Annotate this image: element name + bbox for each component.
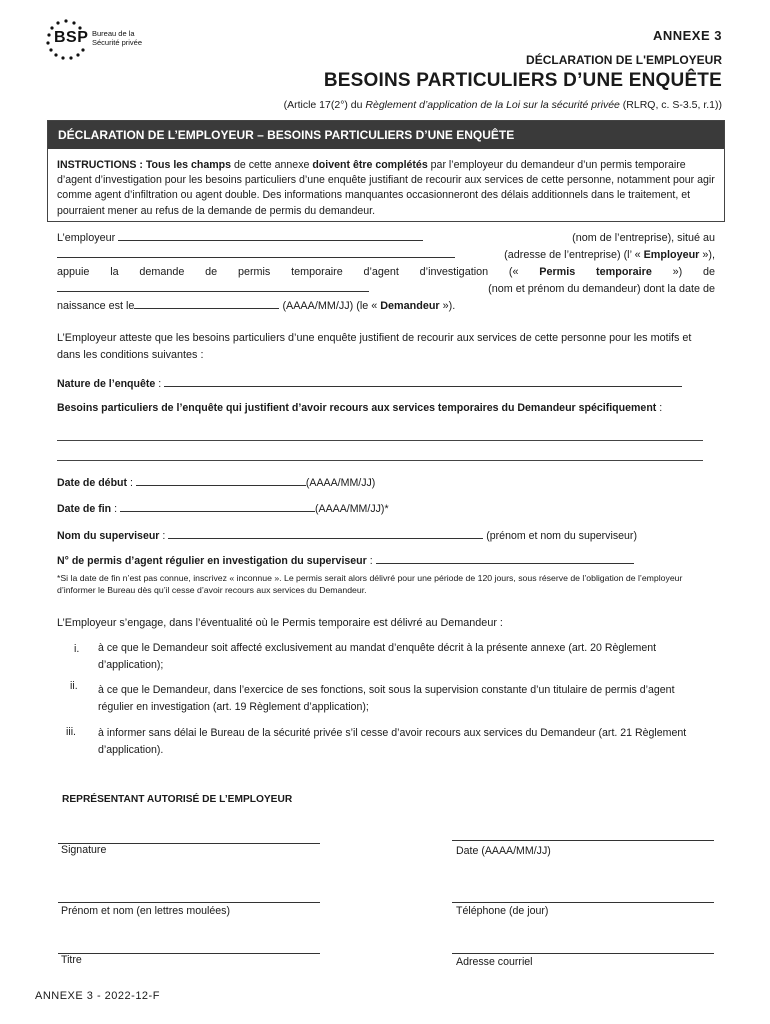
entreprise-label: (nom de l’entreprise), situé au: [572, 232, 715, 244]
besoins-line-1[interactable]: [57, 440, 703, 441]
demandeur-term: Demandeur: [380, 300, 440, 312]
item-num-1: i.: [74, 643, 80, 655]
nom-label: Prénom et nom (en lettres moulées): [61, 905, 230, 917]
date-fin-format: (AAAA/MM/JJ)*: [315, 503, 389, 515]
date-fin-field[interactable]: [120, 501, 315, 512]
birth-date-field[interactable]: [134, 298, 279, 309]
bsp-logo: [44, 18, 174, 60]
permis-superviseur-field[interactable]: [376, 553, 634, 564]
instructions-box: [47, 120, 725, 222]
logo-subtitle: [92, 30, 142, 47]
declaration-label: DÉCLARATION DE L'EMPLOYEUR: [526, 53, 722, 67]
representant-heading: REPRÉSENTANT AUTORISÉ DE L’EMPLOYEUR: [62, 794, 293, 805]
superviseur-row: Nom du superviseur : (prénom et nom du superviseur): [57, 530, 637, 542]
employeur-close: »),: [699, 249, 715, 261]
titre-label: Titre: [61, 954, 82, 966]
employer-address-field[interactable]: [57, 247, 455, 258]
employer-name-field[interactable]: [118, 230, 423, 241]
date-label: Date (AAAA/MM/JJ): [456, 845, 551, 857]
article-pre: (Article 17(2°) du: [283, 99, 366, 111]
footnote: *Si la date de fin n’est pas connue, inscrivez « inconnue ». Le permis serait alors délivré pour une période de 120 jours, sous réserve de l’obligation de l’employeur d’informer le Bureau dès qu’il cesse d’avoir recours aux services du Demandeur.: [57, 573, 683, 595]
employeur-label: L’employeur: [57, 232, 116, 244]
superviseur-format: (prénom et nom du superviseur): [486, 530, 637, 542]
besoins-row: [57, 402, 662, 414]
besoins-colon: :: [656, 402, 663, 414]
permis-term: Permis temporaire: [539, 266, 652, 278]
article-italic: Règlement d’application de la Loi sur la sécurité privée: [365, 99, 620, 111]
page-title: BESOINS PARTICULIERS D’UNE ENQUÊTE: [323, 70, 722, 91]
logo-text: BSP: [54, 29, 89, 46]
besoins-label: Besoins particuliers de l’enquête qui justifient d’avoir recours aux services temporaires du Demandeur spécifiquement: [57, 402, 657, 414]
engagement-intro: L’Employeur s’engage, dans l’éventualité où le Permis temporaire est délivré au Demandeur :: [57, 617, 503, 629]
permis-close: ») de: [651, 266, 715, 278]
superviseur-label: Nom du superviseur: [57, 530, 160, 542]
employer-paragraph: [57, 230, 715, 315]
item-text-1: à ce que le Demandeur soit affecté exclusivement au mandat d’enquête décrit à la présente annexe (art. 20 Règlement d’application);: [98, 642, 657, 671]
date-format-label: (AAAA/MM/JJ) (le «: [282, 300, 381, 312]
instructions-bold2: doivent être complétés: [312, 159, 428, 171]
item-num-2: ii.: [70, 680, 78, 692]
nature-colon: :: [155, 378, 162, 390]
logo-sub-line1: Bureau de la: [92, 29, 135, 38]
instructions-bold1: INSTRUCTIONS : Tous les champs: [57, 159, 232, 171]
besoins-line-2[interactable]: [57, 460, 703, 461]
nature-label: Nature de l’enquête: [57, 378, 156, 390]
article-post: (RLRQ, c. S-3.5, r.1)): [619, 99, 722, 111]
date-debut-label: Date de début: [57, 477, 128, 489]
date-fin-row: Date de fin : (AAAA/MM/JJ)*: [57, 503, 389, 515]
item-text-3: à informer sans délai le Bureau de la sécurité privée s’il cesse d’avoir recours aux services du Demandeur (art. 21 Règlement d’application).: [98, 727, 687, 756]
permis-superviseur-label: N° de permis d’agent régulier en investigation du superviseur: [57, 555, 367, 567]
signature-label: Signature: [61, 844, 107, 856]
titre-line[interactable]: [58, 953, 320, 954]
instructions-heading: DÉCLARATION DE L’EMPLOYEUR – BESOINS PARTICULIERS D’UNE ENQUÊTE: [48, 121, 724, 149]
adresse-label: (adresse de l’entreprise) (l’ «: [504, 249, 644, 261]
nom-line[interactable]: [58, 902, 320, 903]
employeur-term: Employeur: [643, 249, 700, 261]
applicant-name-field[interactable]: [57, 281, 369, 292]
date-debut-field[interactable]: [136, 475, 306, 486]
permis-superviseur-row: N° de permis d’agent régulier en investigation du superviseur :: [57, 553, 634, 567]
telephone-label: Téléphone (de jour): [456, 905, 549, 917]
nature-row: [57, 376, 682, 390]
attestation-paragraph: L’Employeur atteste que les besoins particuliers d’une enquête justifient de recourir aux services de cette personne pour les motifs et dans les conditions suivantes :: [57, 332, 692, 361]
date-debut-format: (AAAA/MM/JJ): [305, 477, 376, 489]
nature-field[interactable]: [164, 376, 682, 387]
nom-prenom-label: (nom et prénom du demandeur) dont la date de: [488, 283, 715, 295]
footer-code: ANNEXE 3 - 2022-12-F: [35, 990, 160, 1002]
instructions-text1: de cette annexe: [231, 159, 313, 171]
courriel-label: Adresse courriel: [456, 956, 533, 968]
demandeur-close: »).: [439, 300, 456, 312]
appuie-text: appuie la demande de permis temporaire d’agent d’investigation («: [57, 266, 540, 278]
annexe-label: ANNEXE 3: [652, 28, 722, 43]
logo-sub-line2: Sécurité privée: [92, 37, 143, 47]
instructions-text2: par l’employeur du demandeur d’un permis temporaire d’agent d’investigation pour les besoins particuliers d’une enquête justifiant de recourir aux services de cette personne, notamment pour agir comme agent d’infiltration ou agent double. Des informations manquantes occasionneront des délais additionnels dans le traitement, et pourraient mener au refus de la demande de permis du demandeur.: [57, 159, 715, 217]
item-text-2: à ce que le Demandeur, dans l’exercice de ses fonctions, soit sous la supervision constante d’un titulaire de permis d’agent régulier en investigation (art. 19 Règlement d’application);: [98, 684, 675, 713]
instructions-text: [57, 158, 716, 219]
telephone-line[interactable]: [452, 902, 714, 903]
date-fin-label: Date de fin: [57, 503, 112, 515]
article-reference: [284, 99, 722, 111]
superviseur-field[interactable]: [168, 528, 483, 539]
naissance-label: naissance est le: [57, 300, 135, 312]
date-debut-row: Date de début : (AAAA/MM/JJ): [57, 477, 376, 489]
item-num-3: iii.: [66, 726, 77, 738]
courriel-line[interactable]: [452, 953, 714, 954]
date-line[interactable]: [452, 840, 714, 841]
